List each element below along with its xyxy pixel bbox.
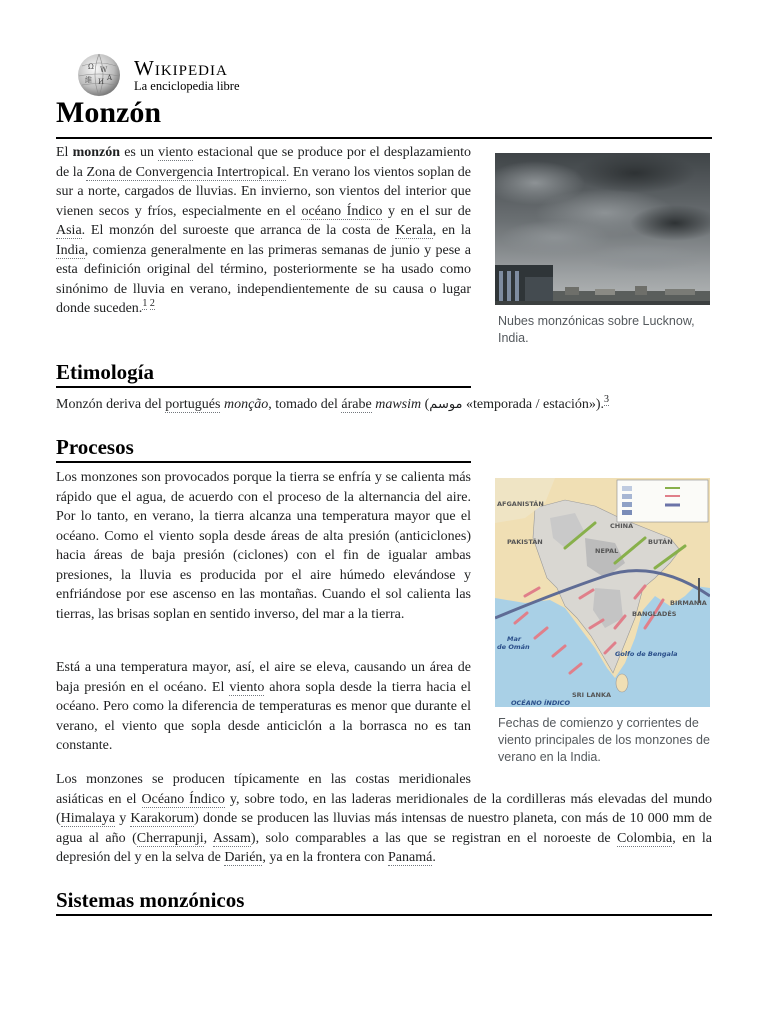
globe-letter: W [100,66,108,74]
ref-3[interactable]: 3 [604,394,610,406]
wikipedia-logo[interactable] [74,52,274,98]
link-assam[interactable]: Assam [212,830,251,846]
map-label-sri-lanka: SRI LANKA [572,691,612,699]
link-darien[interactable]: Darién [224,850,263,865]
map-label-afganistan: AFGANISTÁN [497,500,544,508]
map-label-birmania: BIRMANIA [670,599,707,607]
heading-divider [56,461,471,463]
arabic-word: موسم [429,397,463,412]
heading-sistemas-monzonicos: Sistemas monzónicos [56,888,245,912]
ref-1[interactable]: 1 [142,298,148,310]
link-arabe[interactable]: árabe [341,397,372,412]
map-label-china: CHINA [610,522,634,530]
map-label-mar-omán: de Omán [497,643,530,651]
clouds-photo[interactable] [495,153,710,310]
link-kerala[interactable]: Kerala [395,223,433,238]
map-label-mar-omán: Mar [507,635,522,643]
intro-paragraph: El monzón es un viento estacional que se produce por el desplazamiento de la Zona de Convergencia Intertropical. En verano los vientos soplan de sur a norte, cargados de lluvias. En invierno, son vientos del interior que vienen secos y fríos, especialmente en el océano Índico y en el sur de Asia. El monzón del suroeste que arranca de la costa de Kerala, en la India, comienza generalmente en las primeras semanas de junio y pese a esta definición original del término, posteriormente se ha usado como sinónimo de lluvia en verano, independientemente de su causa o lugar donde suceden.$^{1 2}$ [56,145,471,316]
link-karakorum[interactable]: Karakorum [130,811,195,826]
heading-divider [56,386,471,388]
bold-term: monzón [72,145,121,160]
etimologia-paragraph: Monzón deriva del portugués monção, tomado del árabe mawsim (موسم «temporada / estación»).$^3$ [56,394,610,412]
map-label-butan: BUTÁN [648,538,673,546]
map-label-oceano-indico: OCÉANO ÍNDICO [511,699,570,707]
wikipedia-tagline: La enciclopedia libre [134,79,240,93]
link-portugues[interactable]: portugués [165,397,221,412]
link-cherrapunji[interactable]: Cherrapunji [136,830,204,846]
figure-monsoon-clouds [495,153,710,347]
map-label-pakistan: PAKISTÁN [507,538,543,546]
procesos-paragraph-1: Los monzones son provocados porque la tierra se enfría y se calienta más rápido que el agua, de acuerdo con el proceso de la alternancia del aire. Por lo tanto, en verano, la tierra alcanza una temperatura mayor que el océano. Como el viento sopla desde áreas de alta presión (anticiclones) hacia áreas de baja presión (ciclones) con el fin de igualar ambas presiones, la lluvia es producida por el aire húmedo elevándose y enfriándose por ese ascenso en las montañas. Cuando el sol calienta las tierras, las brisas soplan en sentido inverso, del mar a la tierra. [56,470,471,622]
wikipedia-wordmark: Wikipedia [134,56,228,80]
figure-caption: Nubes monzónicas sobre Lucknow, India. [498,314,695,345]
page-title: Monzón [56,96,161,129]
link-himalaya[interactable]: Himalaya [60,811,116,826]
link-viento[interactable]: viento [158,145,194,160]
wikipedia-globe-icon [74,52,124,98]
procesos-paragraph-2: Está a una temperatura mayor, así, el aire se eleva, causando un área de baja presión en el océano. El viento ahora sopla desde la tierra hacia el océano. Pero como la diferencia de temperaturas es menor que durante el verano, el viento que sopla desde anticiclón a la borrasca no es tan constante. [56,660,471,753]
heading-procesos: Procesos [56,435,134,459]
ref-2[interactable]: 2 [149,298,155,310]
globe-letter: A [107,74,113,82]
link-zona-convergencia[interactable]: Zona de Convergencia Intertropical [86,164,286,180]
globe-letter: 維 [85,76,92,84]
figure-caption: Fechas de comienzo y corrientes de viento principales de los monzones de verano en la India. [498,716,710,764]
india-monsoon-map[interactable] [495,478,710,712]
link-asia[interactable]: Asia [56,223,82,238]
map-label-bangladesh: BANGLADÉS [632,610,677,618]
heading-etimologia: Etimología [56,360,154,384]
link-panama[interactable]: Panamá [387,850,433,865]
link-viento[interactable]: viento [229,679,265,695]
map-label-nepal: NEPAL [595,547,619,555]
link-colombia[interactable]: Colombia [617,830,673,846]
figure-monsoon-map [495,478,710,766]
procesos-paragraph-3: Los monzones se producen típicamente en las costas meridionales asiáticas en el Océano Índico y, sobre todo, en las laderas meridionales de la cordilleras más elevadas del mundo (Himalaya y Karakorum) donde se producen las lluvias más intensas de nuestro planeta, con más de 10 000 mm de agua al año (Cherrapunji, Assam), solo comparables a las que se registran en el noroeste de Colombia, en la depresión del y en la selva de Darién, ya en la frontera con Panamá. [56,772,712,865]
link-india[interactable]: India [56,242,85,258]
heading-divider [56,914,712,916]
globe-letter: И [98,78,105,86]
link-oceano-indico[interactable]: océano Índico [301,203,383,219]
link-oceano-indico[interactable]: Océano Índico [141,791,225,807]
title-divider [56,137,712,139]
globe-letter: Ω [88,63,94,71]
map-label-golfo-bengala: Golfo de Bengala [615,650,678,658]
